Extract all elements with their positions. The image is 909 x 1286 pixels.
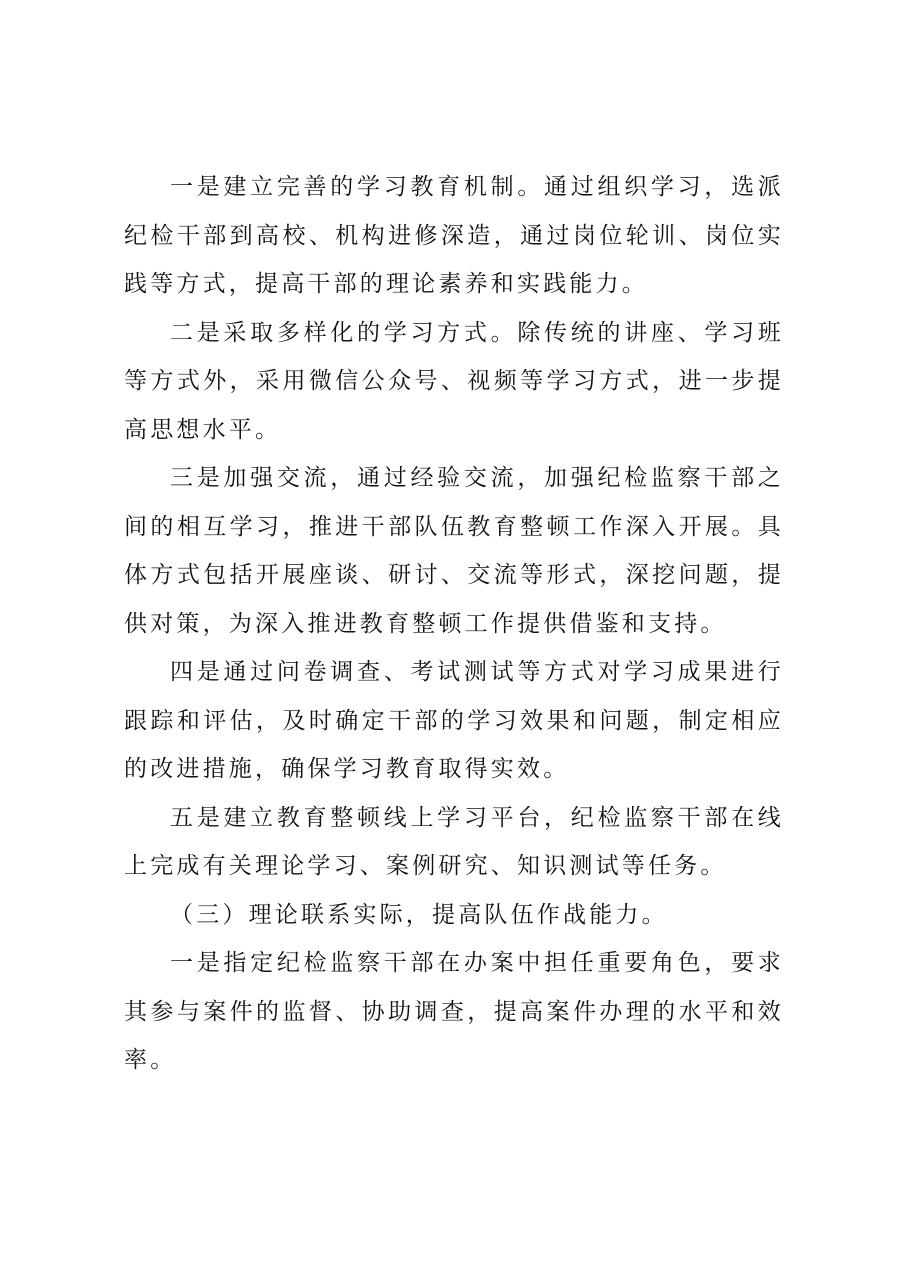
paragraph-study-mechanism: 一是建立完善的学习教育机制。通过组织学习，选派纪检干部到高校、机构进修深造，通过岗位轮训、岗位实践等方式，提高干部的理论素养和实践能力。 [124,174,784,297]
paragraph-exchange: 三是加强交流，通过经验交流，加强纪检监察干部之间的相互学习，推进干部队伍教育整顿工作深入开展。具体方式包括开展座谈、研讨、交流等形式，深挖问题，提供对策，为深入推进教育整顿工作提供借鉴和支持。 [124,465,784,637]
paragraph-evaluation: 四是通过问卷调查、考试测试等方式对学习成果进行跟踪和评估，及时确定干部的学习效果和问题，制定相应的改进措施，确保学习教育取得实效。 [124,659,784,782]
paragraph-case-role: 一是指定纪检监察干部在办案中担任重要角色，要求其参与案件的监督、协助调查，提高案件办理的水平和效率。 [124,950,784,1073]
paragraph-online-platform: 五是建立教育整顿线上学习平台，纪检监察干部在线上完成有关理论学习、案例研究、知识测试等任务。 [124,804,784,879]
paragraph-diverse-methods: 二是采取多样化的学习方式。除传统的讲座、学习班等方式外，采用微信公众号、视频等学习方式，进一步提高思想水平。 [124,319,784,443]
section-heading-practice: （三）理论联系实际，提高队伍作战能力。 [170,901,668,928]
document-body [124,163,784,1085]
